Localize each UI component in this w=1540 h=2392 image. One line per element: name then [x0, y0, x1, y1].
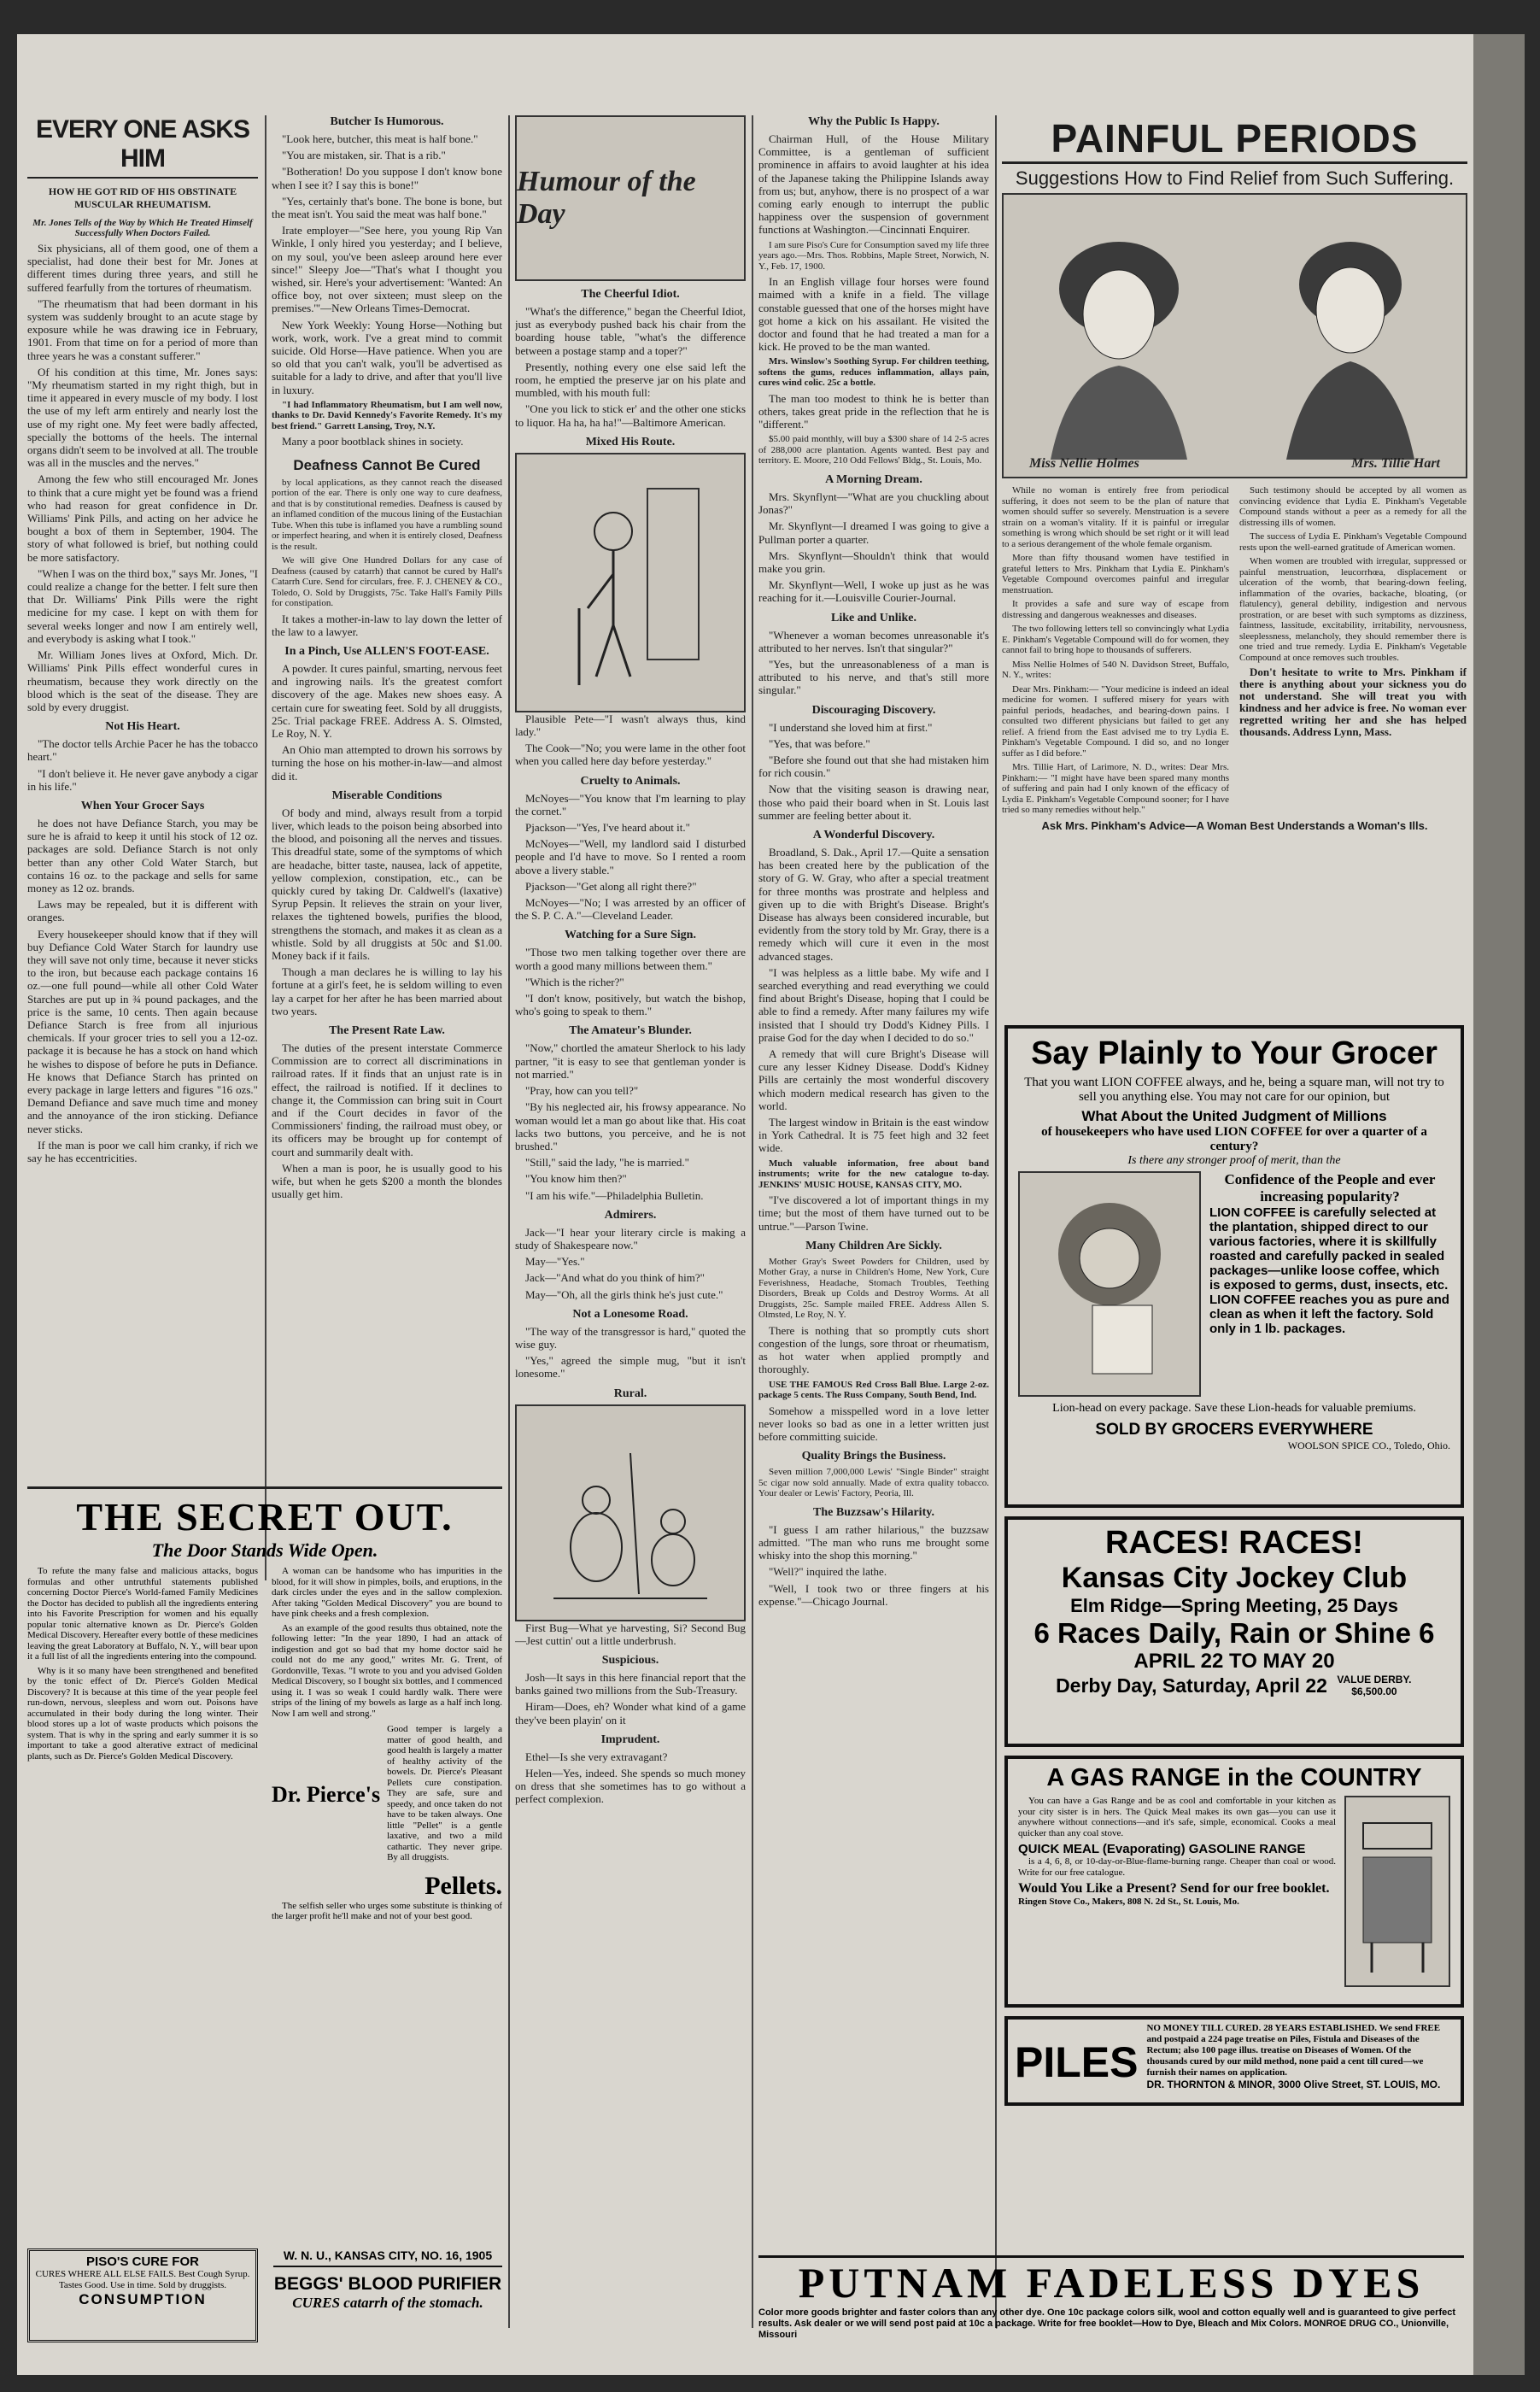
paragraph: Broadland, S. Dak., April 17.—Quite a sensation has been created here by the publication of the story of G. W. Gray, who after a special treatment for three months was prostrate and helpless and given up to die with Bright's Disease. Bright's Disease has always been considered incurable, but evidently from the story told by Mr. Gray, there is a remedy which will cure it even in the most advanced stages. [758, 846, 989, 963]
article-title: When Your Grocer Says [80, 799, 205, 812]
advertisement: Mrs. Winslow's Soothing Syrup. For children teething, softens the gums, reduces inflammation, allays pain, cures wind colic. 25c a bottle. [758, 356, 989, 389]
paragraph: "I am his wife."—Philadelphia Bulletin. [525, 1188, 704, 1202]
pinkham-subtitle: Suggestions How to Find Relief from Such Suffering. [1015, 167, 1455, 189]
paragraph: More than fifty thousand women have testified in grateful letters to Mrs. Pinkham that Lydia E. Pinkham's Vegetable Compound overcomes painful and irregular menstruation. [1002, 553, 1229, 595]
paragraph: Helen—Yes, indeed. She spends so much money on dress that she sometimes has to go without a perfect complexion. [515, 1766, 746, 1806]
paragraph: Mrs. Skynflynt—Shouldn't think that would make you grin. [758, 548, 989, 575]
portrait-holmes [1033, 212, 1204, 460]
grocer-title: Say Plainly to Your Grocer [1031, 1035, 1438, 1071]
paragraph: New York Weekly: Young Horse—Nothing but work, work, work. I've a great mind to commit suicide. Old Horse—Have patience. When you are so old that you can't walk, you'll be advertised as suitable for a lady to drive, and after that you'll live in luxury. [272, 318, 502, 396]
paragraph: "Now," chortled the amateur Sherlock to his lady partner, "it is easy to see that gentleman yonder is not married." [515, 1041, 746, 1081]
caption-holmes: Miss Nellie Holmes [1029, 456, 1139, 471]
article-title: Not His Heart. [105, 720, 180, 734]
paragraph: McNoyes—"No; I was arrested by an officer of the S. P. C. A."—Cleveland Leader. [515, 896, 746, 923]
article-title: The Buzzsaw's Hilarity. [813, 1505, 934, 1519]
paragraph: "When I was on the third box," says Mr. Jones, "I could realize a change for the better. I felt sure then that Dr. Williams' Pink Pills were the right medicine for my case. I kept on with them for several weeks longer and now I am entirely well, and everybody is asking what I took." [27, 566, 258, 645]
paragraph: "Look here, butcher, this meat is half bone." [282, 132, 478, 145]
paragraph: Mr. Skynflynt—Well, I woke up just as he was reaching for it.—Louisville Courier-Journal. [758, 578, 989, 605]
paragraph: "Yes, that was before." [769, 736, 870, 750]
paragraph: Jack—"I hear your literary circle is making a study of Shakespeare now." [515, 1225, 746, 1252]
paragraph: Pjackson—"Get along all right there?" [525, 879, 697, 893]
advertisement: Much valuable information, free about band instruments; write for the new catalogue to-day. JENKINS' MUSIC HOUSE, KANSAS CITY, MO. [758, 1158, 989, 1190]
article-title: Rural. [613, 1387, 647, 1400]
paragraph: If the man is poor we call him cranky, if rich we say he has eccentricities. [27, 1138, 258, 1164]
gas-range-ad: A GAS RANGE in the COUNTRY You can have a Gas Range and be as cool and comfortable in your kitchen as your city sister is in hers. The Quick Meal makes its own gas—you can use it anywhere without connections—and it's safe, simple, economical. Cooks a meal quicker than any coal stove. QUICK MEAL (Evaporating) GASOLINE RANGE is a 4, 6, 8, or 10-day-or-Blue-flame-burning range. Cheaper than coal or wood. Write for our free catalogue. Would You Like a Present? Send for our free booklet. Ringen Stove Co., Makers, 808 N. 2d St., St. Louis, Mo. [1004, 1756, 1464, 2008]
paragraph: "I've discovered a lot of important things in my time; but the most of them have turned out to be untrue."—Parson Twine. [758, 1193, 989, 1233]
column-rule [508, 115, 510, 2328]
article-title: In a Pinch, Use ALLEN'S FOOT-EASE. [284, 644, 489, 658]
article-title: Like and Unlike. [831, 611, 916, 624]
paragraph: Mr. Skynflynt—I dreamed I was going to give a Pullman porter a quarter. [758, 519, 989, 546]
page-edge [1473, 34, 1525, 2375]
column-1 [27, 115, 258, 1568]
paragraph: There is nothing that so promptly cuts short congestion of the lungs, sore throat or rheumatism, as hot water when applied promptly and thoroughly. [758, 1323, 989, 1376]
paragraph: "The doctor tells Archie Pacer he has the tobacco heart." [27, 737, 258, 764]
article-title: A Wonderful Discovery. [812, 829, 935, 842]
paragraph: The man too modest to think he is better than others, takes great pride in the reflection that he is "different." [758, 391, 989, 431]
paragraph: "Whenever a woman becomes unreasonable it's attributed to her nerves. Isn't that singular?" [758, 628, 989, 654]
paragraph: An Ohio man attempted to drown his sorrows by turning the hose on his mother-in-law—and almost did it. [272, 743, 502, 783]
paragraph: "Yes," agreed the simple mug, "but it isn't lonesome." [515, 1354, 746, 1381]
pinkham-title: PAINFUL PERIODS [1002, 115, 1467, 164]
secret-subtitle: The Door Stands Wide Open. [151, 1539, 378, 1561]
paragraph: "Pray, how can you tell?" [525, 1084, 639, 1098]
paragraph: The success of Lydia E. Pinkham's Vegetable Compound rests upon the well-earned gratitude of American women. [1239, 531, 1467, 553]
paragraph: Presently, nothing every one else said left the room, he emptied the preserve jar on his plate and mumbled, with his mouth full: [515, 360, 746, 400]
paragraph: "Before she found out that she had mistaken him for rich cousin." [758, 753, 989, 780]
paragraph: Good temper is largely a matter of good health, and good health is largely a matter of healthy activity of the bowels. Dr. Pierce's Pleasant Pellets cure constipation. They are safe, sure and speedy, and once taken do not have to be taken always. One little "Pellet" is a gentle laxative, and two a mild cathartic. They never gripe. By all druggists. [387, 1724, 502, 1862]
paragraph: In an English village four horses were found maimed with a knife in a field. The village constable guessed that one of the horses might have got home a kick on his assailant. He visited the doctor and found that he had treated a man for a kick. He proved to be the man wanted. [758, 275, 989, 354]
paragraph: Many a poor bootblack shines in society. [282, 435, 464, 448]
paragraph: It takes a mother-in-law to lay down the letter of the law to a lawyer. [272, 612, 502, 638]
paragraph: Mrs. Tillie Hart, of Larimore, N. D., writes: Dear Mrs. Pinkham:— "I might have have been spared many months of suffering and pain had I only known of the efficacy of Lydia E. Pinkham's Vegetable Compound sooner; for I have tried so many remedies without help." [1002, 762, 1229, 815]
paragraph: Of his condition at this time, Mr. Jones says: "My rheumatism started in my right thigh, but in time it appeared in every muscle of my body. I lost the use of my left arm entirely and nearly lost the use of my right one. My feet were badly affected, specially the bottoms of the heels. The internal organs didn't seem to be involved at all. The trouble was all in the muscles and the nerves." [27, 365, 258, 470]
headline: EVERY ONE ASKS HIM [27, 115, 258, 179]
paragraph: "I guess I am rather hilarious," the buzzsaw admitted. "The man who runs me brought some whisky into the shop this morning." [758, 1522, 989, 1562]
article-title: A Morning Dream. [825, 472, 922, 486]
column-4 [758, 115, 989, 2247]
pinkham-ad [1002, 115, 1467, 1021]
column-rule [265, 115, 266, 1580]
paragraph: Such testimony should be accepted by all women as convincing evidence that Lydia E. Pinkham's Vegetable Compound stands without a peer as a remedy for all the distressing ills of women. [1239, 485, 1467, 528]
paragraph: by local applications, as they cannot reach the diseased portion of the ear. There is only one way to cure deafness, and that is by constitutional remedies. Deafness is caused by an inflamed condition of the mucous lining of the Eustachian Tube. When this tube is inflamed you have a rumbling sound or imperfect hearing, and when it is entirely closed, Deafness is the result. [272, 477, 502, 552]
article-title: Butcher Is Humorous. [330, 115, 444, 128]
piso-ad: PISO'S CURE FOR CURES WHERE ALL ELSE FAILS. Best Cough Syrup. Tastes Good. Use in time. Sold by druggists. CONSUMPTION [27, 2248, 258, 2342]
lion-illustration [1018, 1171, 1201, 1397]
paragraph: First Bug—What ye harvesting, Si? Second Bug—Jest cuttin' out a little underbrush. [515, 1621, 746, 1647]
paragraph: A woman can be handsome who has impurities in the blood, for it will show in pimples, boils, and eruptions, in the dark circles under the eyes and in the sallow complexion. After taking "Golden Medical Discovery" you are bound to have pink cheeks and a fresh complexion. [272, 1566, 502, 1619]
column-rule [752, 115, 753, 2328]
article-title: Watching for a Sure Sign. [565, 929, 696, 942]
lion-drawing [1033, 1186, 1186, 1382]
paragraph: Though a man declares he is willing to lay his fortune at a girl's feet, he is seldom willing to even lay a carpet for her after he has been married about two years. [272, 965, 502, 1017]
paragraph: It provides a safe and sure way of escape from distressing and dangerous weaknesses and diseases. [1002, 599, 1229, 620]
paragraph: "You are mistaken, sir. That is a rib." [282, 149, 446, 162]
paragraph: "Those two men talking together over there are worth a good many millions between them." [515, 946, 746, 972]
paragraph: Don't hesitate to write to Mrs. Pinkham if there is anything about your sickness you do not understand. She will treat you with kindness and her advice is free. No woman ever regretted writing her and she has helped thousands. Address Lynn, Mass. [1239, 665, 1467, 738]
advertisement: I am sure Piso's Cure for Consumption saved my life three years ago.—Mrs. Thos. Robbins, Maple Street, Norwich, N. Y., Feb. 17, 1900. [758, 239, 989, 272]
illustration-bugs [515, 1404, 746, 1621]
secret-title: THE SECRET OUT. [76, 1495, 454, 1539]
paragraph: McNoyes—"You know that I'm learning to play the cornet." [515, 791, 746, 818]
paragraph: he does not have Defiance Starch, you may be sure he is afraid to keep it until his stock of 12 oz. packages are sold. Defiance Starch is not only better than any other Cold Water Starch, but contains 16 oz. to the package and sells for same money as 12 oz. brands. [27, 816, 258, 894]
article-title: Cruelty to Animals. [580, 774, 681, 788]
pinkham-tagline: Ask Mrs. Pinkham's Advice—A Woman Best Understands a Woman's Ills. [1041, 818, 1428, 832]
stove-illustration [1344, 1796, 1450, 1987]
secret-out-ad [27, 1486, 502, 2249]
advertisement: USE THE FAMOUS Red Cross Ball Blue. Large 2-oz. package 5 cents. The Russ Company, South Bend, Ind. [758, 1379, 989, 1401]
pellets-logo: Pellets. [425, 1871, 502, 1900]
paragraph: Jack—"And what do you think of him?" [525, 1271, 705, 1285]
portrait-hart [1265, 212, 1436, 460]
paragraph: "The rheumatism that had been dormant in his system was suddenly brought to an acute stage by exposure while he was drawing ice in February, 1901. From that time on for a period of more than three years he was a constant sufferer." [27, 296, 258, 362]
article-title: Suspicious. [601, 1653, 659, 1667]
paragraph: Ethel—Is she very extravagant? [525, 1750, 668, 1763]
column-3 [515, 115, 746, 2247]
paragraph: Why is it so many have been strengthened and benefited by the tonic effect of Dr. Pierce's Golden Medical Discovery? It is because at this time of the year people feel run-down, nervous, sleepless and worn out. Poisons have accumulated in their body during the long winter. Their blood stores up a lot of waste products which poisons the system. That is why in the spring and early summer it is so important to take a good alterative extract of medicinal plants, such as Dr. Pierce's Golden Medical Discovery. [27, 1665, 258, 1762]
illustration-tramp [515, 453, 746, 712]
piles-ad: PILES NO MONEY TILL CURED. 28 YEARS ESTABLISHED. We send FREE and postpaid a 224 page treatise on Piles, Fistula and Diseases of the Rectum; also 100 page illus. treatise on Diseases of Women. Of the thousands cured by our mild method, none paid a cent till cured—we furnish their names on application. DR. THORNTON & MINOR, 3000 Olive Street, ST. LOUIS, MO. [1004, 2016, 1464, 2106]
paragraph: Now that the visiting season is drawing near, those who paid their board when in St. Louis last summer are feeling better about it. [758, 783, 989, 822]
paragraph: The largest window in Britain is the east window in York Cathedral. It is 75 feet high and 32 feet wide. [758, 1116, 989, 1155]
newspaper-page [17, 34, 1473, 2375]
article-title: Admirers. [604, 1208, 657, 1222]
paragraph: When a man is poor, he is usually good to his wife, but when he gets $200 a month the blondes usually get him. [272, 1161, 502, 1201]
paragraph: Miss Nellie Holmes of 540 N. Davidson Street, Buffalo, N. Y., writes: [1002, 659, 1229, 680]
paragraph: Mother Gray's Sweet Powders for Children, used by Mother Gray, a nurse in Children's Home, New York, Cure Feverishness, Headache, Stomach Troubles, Teething Disorders, Break up Colds and Destroy Worms. At all Druggists, 25c. Sample mailed FREE. Address Allen S. Olmsted, Le Roy, N. Y. [758, 1256, 989, 1321]
subhead: HOW HE GOT RID OF HIS OBSTINATE MUSCULAR RHEUMATISM. [48, 185, 237, 210]
column-2 [272, 115, 502, 1568]
paragraph: "The way of the transgressor is hard," quoted the wise guy. [515, 1324, 746, 1351]
paragraph: The duties of the present interstate Commerce Commission are to correct all discriminations in railroad rates. If it finds that an unjust rate is in effect, the railroad is notified. If it declines to change it, the Commission can bring suit in Court and if the Court decides in favor of the Commissioners' finding, the railroad must obey, or its officers may be brought up for contempt of court and summarily dealt with. [272, 1041, 502, 1158]
paragraph: A remedy that will cure Bright's Disease will cure any lesser Kidney Disease. Dodd's Kidney Pills are certainly the most wonderful discovery which modern medical research has given to the world. [758, 1047, 989, 1112]
advertisement: "I had Inflammatory Rheumatism, but I am well now, thanks to Dr. David Kennedy's Favorite Remedy. It's my best friend." Garrett Lansing, Troy, N.Y. [272, 399, 502, 431]
paragraph: The selfish seller who urges some substitute is thinking of the larger profit he'll make and not of your best good. [272, 1900, 502, 1921]
paragraph: As an example of the good results thus obtained, note the following letter: "In the year 1890, I had an attack of indigestion and got so bad that my home doctor said he could not do me any good," writes Mr. G. Trent, of Gordonville, Texas. "I wrote to you and you advised Golden Medical Discovery, so I bought six bottles, and I commenced using it. I was so weak I could hardly walk. There were strips of the lining of my bowels as large as a half inch long. Now I am well and strong." [272, 1622, 502, 1719]
article-title: The Present Rate Law. [329, 1024, 445, 1038]
caption-hart: Mrs. Tillie Hart [1351, 456, 1440, 471]
paragraph: Every housekeeper should know that if they will buy Defiance Cold Water Starch for laundry use they will save not only time, because it never sticks to the iron, but because each package contains 16 oz.—one full pound—while all other Cold Water Starches are put up in ¾ pound packages, and the price is the same, 10 cents. Then again because Defiance Starch is free from all injurious chemicals. If your grocer tries to sell you a 12-oz. package it is because he has a stock on hand which he wishes to dispose of before he puts in Defiance. He knows that Defiance Starch has printed on every package in large letters and figures "16 ozs." Demand Defiance and save much time and money and the annoyance of the iron sticking. Defiance never sticks. [27, 927, 258, 1135]
paragraph: Seven million 7,000,000 Lewis' "Single Binder" straight 5c cigar now sold annually. Made of extra quality tobacco. Your dealer or Lewis' Factory, Peoria, Ill. [758, 1467, 989, 1499]
paragraph: Dear Mrs. Pinkham:— "Your medicine is indeed an ideal medicine for women. I suffered misery for years with painful periods, headaches, and bearing-down pains. I consulted two different physicians but failed to get any relief. A friend from the East advised me to try Lydia E. Pinkham's Vegetable Compound. I did so, and no longer suffer as I did before." [1002, 683, 1229, 759]
paragraph: A powder. It cures painful, smarting, nervous feet and ingrowing nails. It's the greatest comfort discovery of the age. Makes new shoes easy. A certain cure for sweating feet. Sold by all druggists, 25c. Trial package FREE. Address A. S. Olmsted, Le Roy, N. Y. [272, 661, 502, 740]
paragraph: Mrs. Skynflynt—"What are you chuckling about Jonas?" [758, 490, 989, 517]
paragraph: When women are troubled with irregular, suppressed or painful menstruation, leucorrhœa, displacement or ulceration of the womb, that bearing-down feeling, inflammation of the ovaries, backache, bloating, (or flatulency), general debility, indigestion and nervous prostration, or are beset with such symptoms as dizziness, faintness, lassitude, excitability, irritability, nervousness, sleeplessness, melancholy, they should remember there is one tried and true remedy. Lydia E. Pinkham's Vegetable Compound at once removes such troubles. [1239, 556, 1467, 663]
pinkham-portraits [1002, 193, 1467, 478]
article-title: Miserable Conditions [331, 789, 442, 802]
paragraph: To refute the many false and malicious attacks, bogus formulas and other untruthful statements published concerning Doctor Pierce's World-famed Family Medicines the Doctor has decided to publish all the ingredients entering into his Favorite Prescription for women and his equally popular tonic alternative known as Dr. Pierce's Golden Medical Discovery. Hereafter every bottle of these medicines leaving the great Laboratory at Buffalo, N. Y., will bear upon it a full list of all the ingredients entering into the compound. [27, 1566, 258, 1662]
paragraph: Somehow a misspelled word in a love letter never looks so bad as one in a letter written just before committing suicide. [758, 1404, 989, 1444]
article-title: Quality Brings the Business. [801, 1450, 946, 1463]
advertisement: $5.00 paid monthly, will buy a $300 share of 14 2-5 acres of 288,000 acre plantation. Agents wanted. Best pay and territory. E. Moore, 210 Odd Fellows' Bldg., St. Louis, Mo. [758, 434, 989, 466]
bugs-drawing [545, 1419, 716, 1607]
lion-coffee-ad: Say Plainly to Your Grocer That you want LION COFFEE always, and he, being a square man, will not try to sell you anything else. You may not care for our opinion, but What About the United Judgment of Millions of housekeepers who have used LION COFFEE for over a quarter of a century? Is there any stronger proof of merit, than the Confidence of the People and ever increasing popularity? LION COFFEE is carefully selected at the plantation, shipped direct to our various factories, where it is skillfully roasted and carefully packed in sealed packages—unlike loose coffee, which is exposed to germs, dust, insects, etc. LION COFFEE reaches you as pure and clean as when it left the factory. Sold only in 1 lb. packages. Lion-head on every package. Save these Lion-heads for valuable premiums. SOLD BY GROCERS EVERYWHERE WOOLSON SPICE CO., Toledo, Ohio. [1004, 1025, 1464, 1508]
article-title: Many Children Are Sickly. [805, 1239, 942, 1252]
paragraph: "You know him then?" [525, 1172, 627, 1186]
paragraph: Plausible Pete—"I wasn't always thus, kind lady." [515, 712, 746, 739]
paragraph: Chairman Hull, of the House Military Committee, is a gentleman of sufficient prominence in affairs to avoid laughter at his idea of the Japanese taking the Philippine Islands away from us; but, anyhow, there is no prospect of a war coming early enough to interrupt the public happiness over the suspension of government functions at Washington.—Cincinnati Enquirer. [758, 132, 989, 237]
paragraph: "Still," said the lady, "he is married." [525, 1156, 689, 1170]
paragraph: "I was helpless as a little babe. My wife and I searched everything and read everything we could find about Bright's Disease, hoping that I could be able to find a remedy. After many failures my wife insisted that I should try Dodd's Kidney Pills. I praise God for the day when I decided to do so." [758, 965, 989, 1044]
article-title: Deafness Cannot Be Cured [293, 456, 481, 473]
paragraph: Mr. William Jones lives at Oxford, Mich. Dr. Williams' Pink Pills effect wonderful cures in rheumatism, because they work directly on the blood which is the seat of the disease. They are sold by every druggist. [27, 648, 258, 713]
paragraph: "I don't believe it. He never gave anybody a cigar in his life." [27, 766, 258, 793]
paragraph: Josh—It says in this here financial report that the banks gained two millions from the Sub-Treasury. [515, 1670, 746, 1697]
paragraph: May—"Oh, all the girls think he's just cute." [525, 1287, 723, 1301]
paragraph: "By his neglected air, his frowsy appearance. No woman would let a man go about like that. His coat lacks two buttons, you perceive, and he is not brushed." [515, 1100, 746, 1152]
paragraph: While no woman is entirely free from periodical suffering, it does not seem to be the plan of nature that women should suffer so severely. Menstruation is a severe strain on a woman's vitality. If it is painful or irregular something is wrong which should be set right or it will lead to a serious derangement of the whole female organism. [1002, 485, 1229, 549]
paragraph: "One you lick to stick er' and the other one sticks to liquor. Ha ha, ha ha!"—Baltimore American. [515, 402, 746, 429]
paragraph: "I understand she loved him at first." [769, 720, 933, 734]
paragraph: "Yes, but the unreasonableness of a man is attributed to his nerve, and that's still more singular." [758, 657, 989, 697]
article-title: Why the Public Is Happy. [808, 115, 940, 128]
stove-drawing [1355, 1806, 1440, 1977]
paragraph: Six physicians, all of them good, one of them a specialist, had done their best for Mr. Jones at different times during three years, and still he suffered fearfully from the tortures of rheumatism. [27, 242, 258, 294]
paragraph: Irate employer—"See here, you young Rip Van Winkle, I only hired you yesterday; and I believe, on my soul, you've been asleep around here ever since!" Sleepy Joe—"That's what I thought you wished, sir. Here's your advertisement: 'Wanted: An office boy, not over sixteen; must sleep on the premises.'"—New Orleans Times-Democrat. [272, 224, 502, 315]
putnam-ad: PUTNAM FADELESS DYES Color more goods brighter and faster colors than any other dye. One 10c package colors silk, wool and cotton equally well and is guaranteed to give perfect results. Ask dealer or we will send post paid at 10c a package. Write for free booklet—How to Dye, Bleach and Mix Colors. MONROE DRUG CO., Unionville, Missouri [758, 2255, 1464, 2352]
paragraph: "Yes, certainly that's bone. The bone is bone, but the meat isn't. You said the meat was half bone." [272, 194, 502, 221]
paragraph: Among the few who still encouraged Mr. Jones to think that a cure might yet be found was a friend who had reason for great confidence in Dr. Williams' Pink Pills, and acting on her advice he bought a box of them in September, 1904. The story of what followed is brief, but nothing could be more satisfactory. [27, 472, 258, 564]
paragraph: Pjackson—"Yes, I've heard about it." [525, 821, 690, 835]
pierce-logo: Dr. Pierce's [272, 1782, 381, 1808]
paragraph: Hiram—Does, eh? Wonder what kind of a game they've been playin' on it [515, 1700, 746, 1727]
paragraph: "Botheration! Do you suppose I don't know bone when I see it? I say this is bone!" [272, 165, 502, 191]
beggs-ad: BEGGS' BLOOD PURIFIER [273, 2274, 502, 2294]
paragraph: May—"Yes." [525, 1255, 585, 1269]
races-ad: RACES! RACES! Kansas City Jockey Club Elm Ridge—Spring Meeting, 25 Days 6 Races Daily, Rain or Shine 6 APRIL 22 TO MAY 20 Derby Day, Saturday, April 22 VALUE DERBY. $6,500.00 [1004, 1516, 1464, 1747]
article-title: The Cheerful Idiot. [581, 288, 680, 301]
humour-masthead: Humour of the Day [515, 115, 746, 281]
article-title: Not a Lonesome Road. [572, 1307, 688, 1321]
paragraph: Laws may be repealed, but it is different with oranges. [27, 898, 258, 924]
wnu-line: W. N. U., KANSAS CITY, NO. 16, 1905 BEGGS' BLOOD PURIFIER CURES catarrh of the stomach. [273, 2248, 502, 2311]
paragraph: The two following letters tell so convincingly what Lydia E. Pinkham's Vegetable Compound will do for women, they cannot fail to bring hope to thousands of sufferers. [1002, 624, 1229, 655]
article-title: Imprudent. [600, 1732, 660, 1746]
paragraph: McNoyes—"Well, my landlord said I disturbed people and I'd have to move. So I rented a room above a livery stable." [515, 837, 746, 876]
article-title: Discouraging Discovery. [811, 703, 936, 717]
article-title: The Amateur's Blunder. [569, 1024, 692, 1038]
paragraph: "I don't know, positively, but watch the bishop, who's going to speak to them." [515, 992, 746, 1018]
article-title: Mixed His Route. [585, 435, 676, 448]
paragraph: "Which is the richer?" [525, 975, 624, 988]
paragraph: "Well, I took two or three fingers at his expense."—Chicago Journal. [758, 1581, 989, 1608]
paragraph: Of body and mind, always result from a torpid liver, which leads to the poison being absorbed into the blood, and poisoning all the nerves and tissues. This dreadful state, some of the symptoms of which are headache, bitter taste, nausea, lack of appetite, yellow complexion, constipation, etc., can be quickly cured by taking Dr. Caldwell's (laxative) Syrup Pepsin. It relieves the strain on your liver, relaxes the tightened bowels, purifies the blood, strengthens the stomach, and makes it as clean as a whistle. Sold by all druggists at 50c and $1.00. Money back if it fails. [272, 806, 502, 963]
subhead: Mr. Jones Tells of the Way by Which He Treated Himself Successfully When Doctors Failed. [32, 218, 253, 238]
paragraph: The Cook—"No; you were lame in the other foot when you called here day before yesterday." [515, 742, 746, 768]
tramp-drawing [553, 472, 707, 694]
paragraph: We will give One Hundred Dollars for any case of Deafness (caused by catarrh) that cannot be cured by Hall's Catarrh Cure. Send for circulars, free. F. J. CHENEY & CO., Toledo, O. Sold by Druggists, 75c. Take Hall's Family Pills for constipation. [272, 555, 502, 609]
paragraph: "What's the difference," began the Cheerful Idiot, just as everybody pushed back his chair from the boarding house table, "what's the difference between a postage stamp and a toper?" [515, 305, 746, 357]
column-rule [995, 115, 997, 2328]
paragraph: "Well?" inquired the lathe. [769, 1565, 887, 1579]
